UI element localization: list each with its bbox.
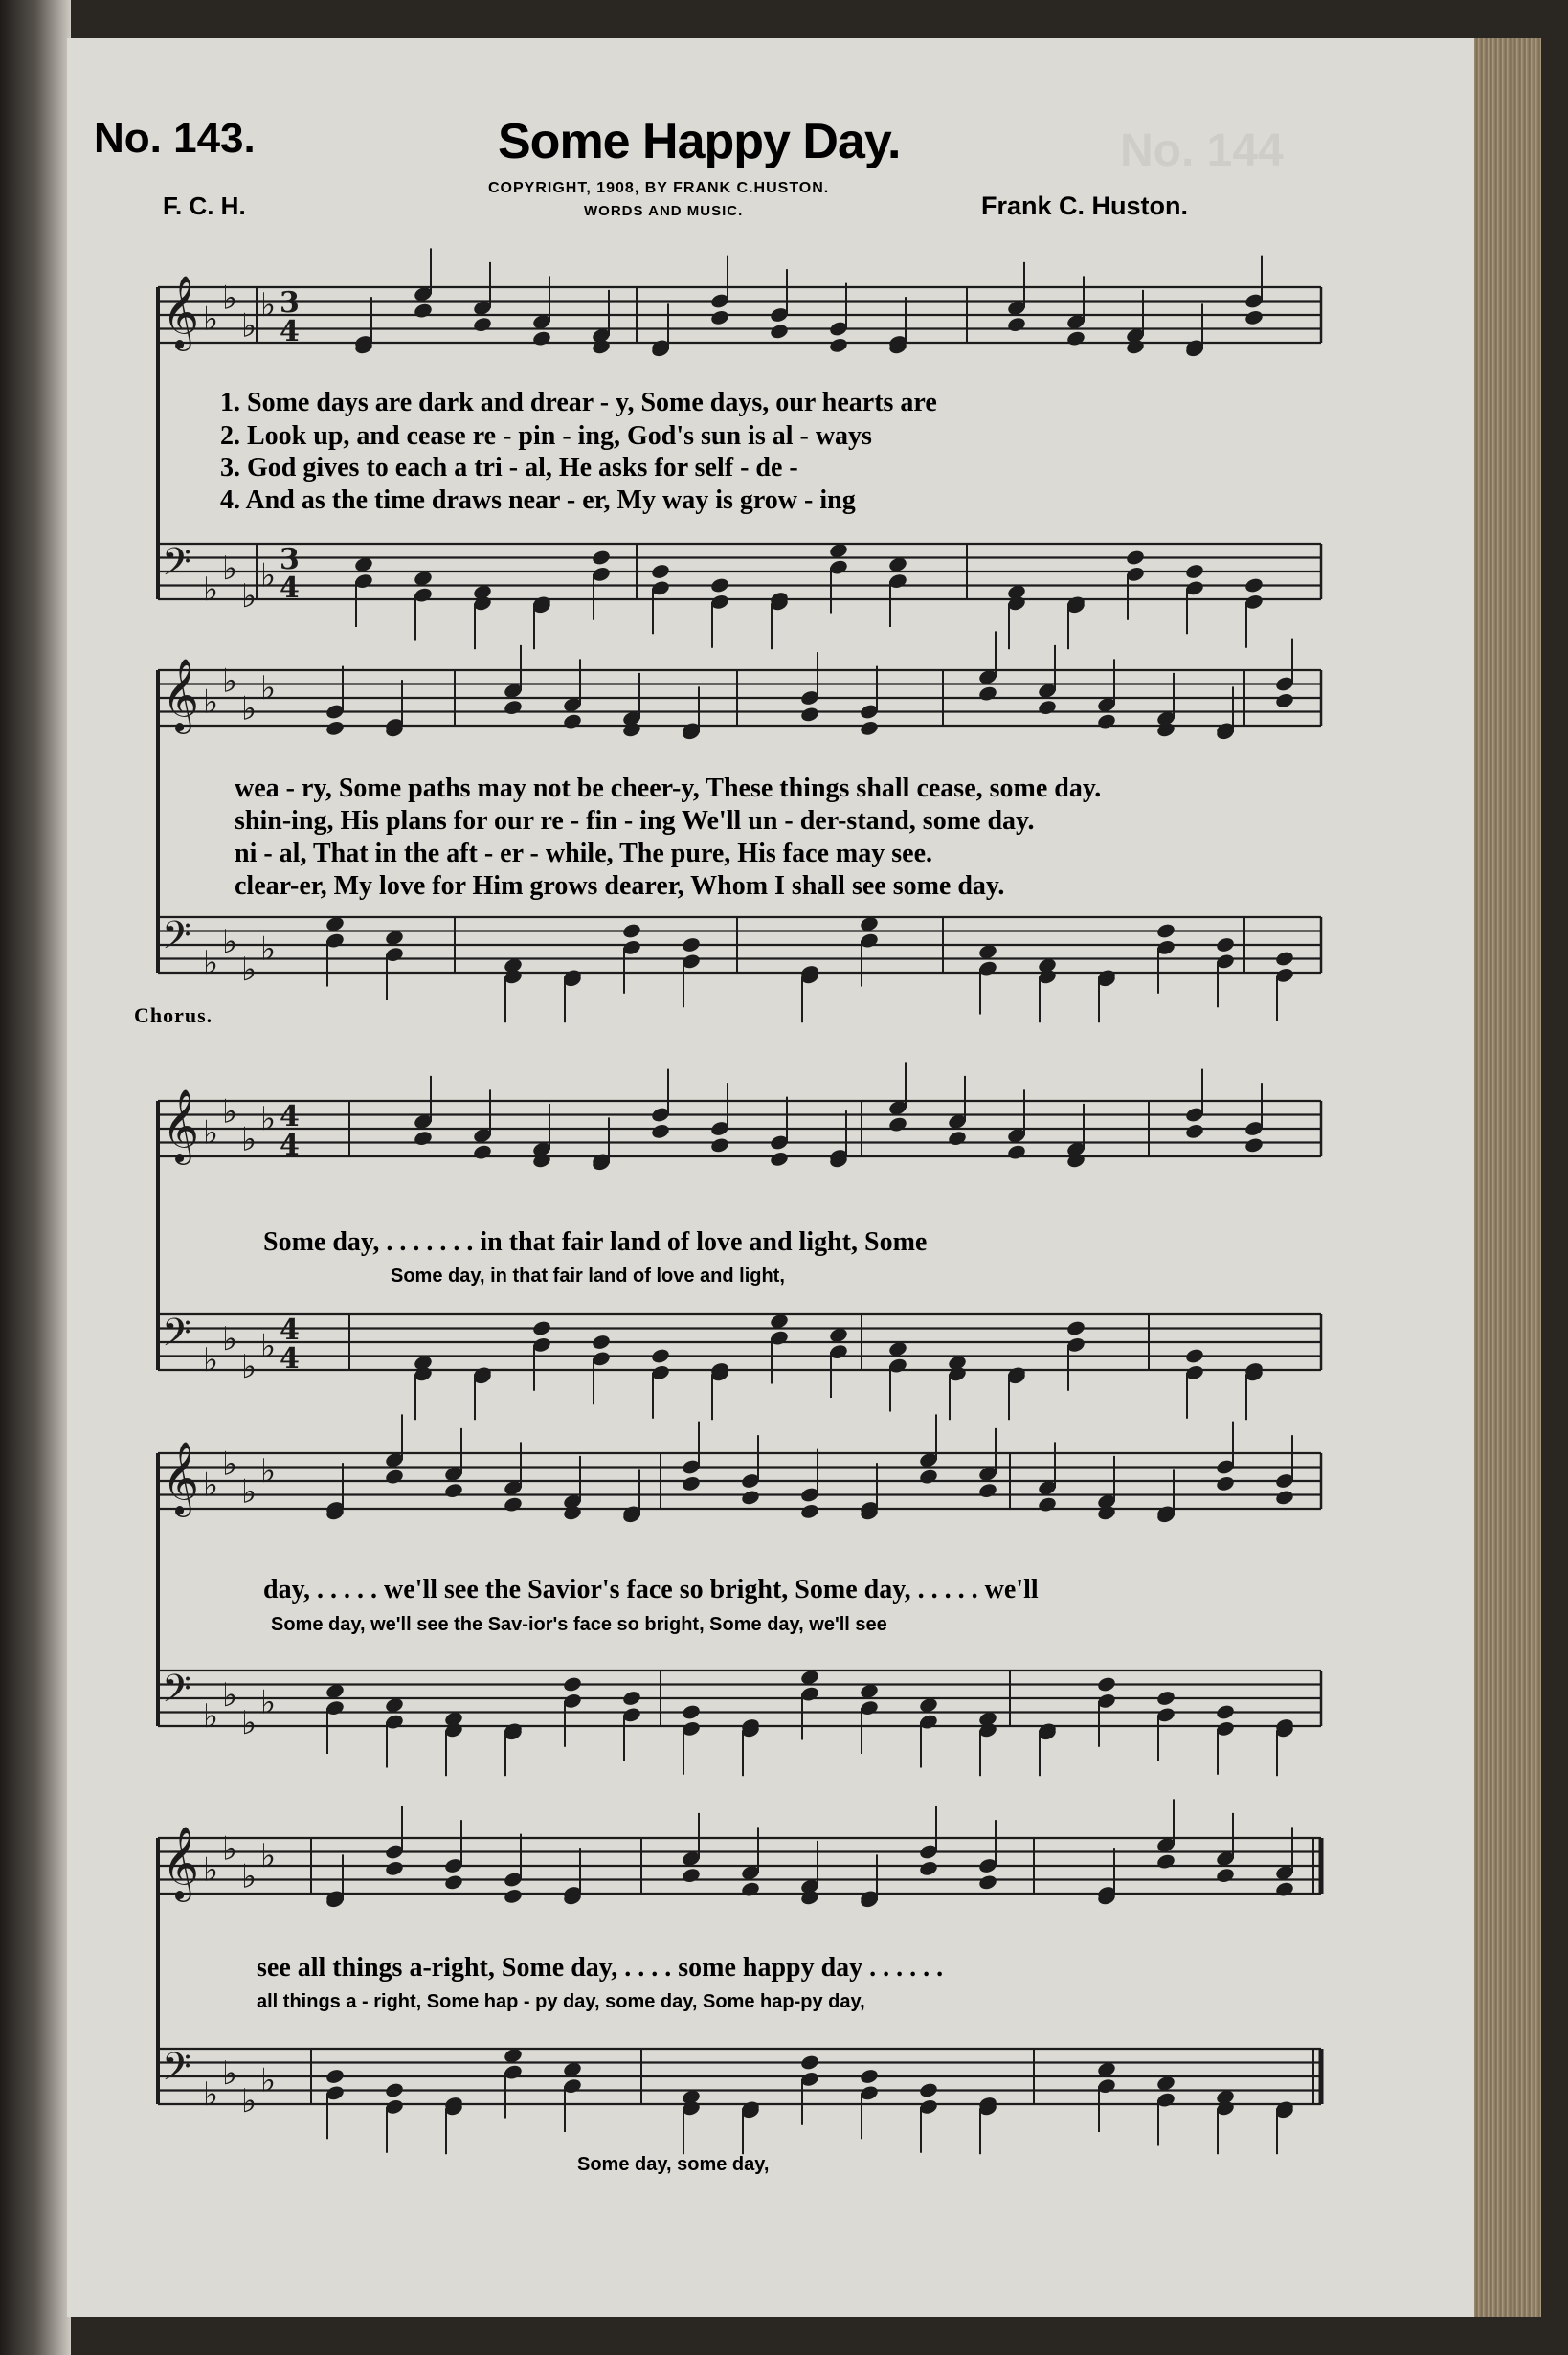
note-head — [384, 2081, 404, 2098]
flat-sign-icon: ♭ — [222, 662, 238, 701]
note-head — [531, 1319, 551, 1336]
flat-sign-icon: ♭ — [222, 550, 238, 588]
note-head — [769, 323, 789, 340]
flat-sign-icon: ♭ — [260, 1451, 277, 1491]
flat-sign-icon: ♭ — [241, 1704, 258, 1742]
treble-clef-icon: 𝄞 — [162, 1441, 200, 1514]
note-head — [1125, 549, 1145, 566]
treble-clef-icon: 𝄞 — [162, 1088, 200, 1162]
time-signature-top: 3 — [280, 543, 300, 576]
chorus-label: Chorus. — [134, 1003, 213, 1027]
treble-clef-icon: 𝄞 — [162, 658, 200, 731]
time-signature-top: 4 — [280, 1313, 300, 1347]
words-and-music-note: WORDS AND MUSIC. — [584, 203, 744, 219]
bass-clef-icon: 𝄢 — [162, 2045, 191, 2098]
note-head — [650, 1347, 670, 1364]
note-head — [1243, 576, 1264, 594]
time-signature-top: 4 — [280, 1100, 300, 1133]
note-head — [887, 1115, 907, 1133]
note-head — [1215, 936, 1235, 953]
flat-sign-icon: ♭ — [260, 285, 277, 325]
note-head — [503, 1888, 523, 1905]
flat-sign-icon: ♭ — [241, 1857, 258, 1896]
time-signature-bottom: 4 — [280, 572, 300, 605]
note-head — [562, 712, 582, 729]
note-head — [709, 576, 729, 594]
note-head — [1184, 1347, 1204, 1364]
flat-sign-icon: ♭ — [222, 1829, 238, 1869]
flat-sign-icon: ♭ — [260, 556, 277, 595]
lyricist: F. C. H. — [163, 191, 246, 220]
note-head — [621, 1690, 641, 1707]
note-head — [1274, 692, 1294, 709]
chorus-lyric: day, . . . . . we'll see the Savior's face so bright, Some day, . . . . . we'll — [263, 1575, 1039, 1604]
note-head — [1274, 950, 1294, 967]
bass-clef-icon: 𝄢 — [162, 540, 191, 594]
note-head — [562, 1504, 582, 1521]
note-head — [325, 2068, 345, 2085]
note-head — [1215, 1867, 1235, 1884]
note-head — [947, 1130, 967, 1147]
note-head — [681, 936, 701, 953]
verse-line: 2. Look up, and cease re - pin - ing, God's sun is al - ways — [220, 421, 872, 451]
flat-sign-icon: ♭ — [241, 951, 258, 989]
note-head — [384, 1468, 404, 1485]
note-head — [384, 1860, 404, 1877]
verse-line: ni - al, That in the aft - er - while, The pure, His face may see. — [235, 839, 932, 868]
verse-line: 3. God gives to each a tri - al, He asks for self - de - — [220, 453, 798, 482]
flat-sign-icon: ♭ — [241, 306, 258, 346]
copyright-notice: COPYRIGHT, 1908, BY FRANK C.HUSTON. — [488, 180, 830, 196]
note-head — [1155, 721, 1176, 738]
note-head — [531, 329, 551, 347]
flat-sign-icon: ♭ — [203, 683, 219, 722]
note-head — [1037, 1495, 1057, 1513]
flat-sign-icon: ♭ — [260, 1327, 277, 1366]
flat-sign-icon: ♭ — [203, 570, 219, 609]
flat-sign-icon: ♭ — [241, 1472, 258, 1512]
time-signature-top: 3 — [280, 286, 300, 320]
note-head — [1215, 1703, 1235, 1720]
composer: Frank C. Huston. — [981, 191, 1189, 220]
flat-sign-icon: ♭ — [203, 300, 219, 339]
treble-clef-icon: 𝄞 — [162, 275, 200, 348]
note-head — [709, 309, 729, 326]
note-head — [977, 684, 997, 702]
verse-line: 4. And as the time draws near - er, My way is grow - ing — [220, 485, 856, 515]
flat-sign-icon: ♭ — [222, 1445, 238, 1484]
flat-sign-icon: ♭ — [241, 689, 258, 729]
note-head — [709, 1136, 729, 1154]
flat-sign-icon: ♭ — [241, 2082, 258, 2120]
time-signature-bottom: 4 — [280, 1129, 300, 1162]
note-head — [769, 1151, 789, 1168]
note-head — [1155, 1690, 1176, 1707]
note-head — [443, 1873, 463, 1891]
note-head — [799, 2053, 819, 2071]
bass-clef-icon: 𝄢 — [162, 913, 191, 967]
hymn-number: No. 143. — [94, 115, 256, 162]
flat-sign-icon: ♭ — [260, 1836, 277, 1875]
flat-sign-icon: ♭ — [222, 1676, 238, 1715]
note-head — [472, 316, 492, 333]
note-head — [1215, 1475, 1235, 1492]
flat-sign-icon: ♭ — [222, 2054, 238, 2093]
note-head — [1065, 329, 1086, 347]
verse-line: clear-er, My love for Him grows dearer, Whom I shall see some day. — [235, 871, 1005, 901]
note-head — [828, 337, 848, 354]
note-head — [1006, 316, 1026, 333]
flat-sign-icon: ♭ — [260, 1683, 277, 1722]
note-head — [472, 1143, 492, 1160]
flat-sign-icon: ♭ — [203, 1340, 219, 1379]
note-head — [1184, 1123, 1204, 1140]
note-head — [1096, 712, 1116, 729]
flat-sign-icon: ♭ — [222, 279, 238, 318]
bass-lyric: Some day, some day, — [577, 2154, 770, 2175]
chorus-lyric: see all things a-right, Some day, . . . . some happy day . . . . . . — [257, 1953, 944, 1983]
flat-sign-icon: ♭ — [241, 1348, 258, 1386]
note-head — [591, 1334, 611, 1351]
chorus-lyric: Some day, . . . . . . . in that fair land of love and light, Some — [263, 1227, 928, 1257]
flat-sign-icon: ♭ — [203, 1466, 219, 1505]
bass-clef-icon: 𝄢 — [162, 1667, 191, 1720]
flat-sign-icon: ♭ — [222, 923, 238, 961]
flat-sign-icon: ♭ — [222, 1092, 238, 1132]
bleed-through-text: No. 144 — [1120, 125, 1284, 176]
flat-sign-icon: ♭ — [241, 577, 258, 616]
note-head — [591, 338, 611, 355]
verse-line: shin-ing, His plans for our re - fin - ing We'll un - der-stand, some day. — [235, 806, 1035, 836]
flat-sign-icon: ♭ — [203, 1850, 219, 1890]
note-head — [621, 721, 641, 738]
note-head — [1274, 1489, 1294, 1506]
note-head — [977, 1482, 997, 1499]
treble-clef-icon: 𝄞 — [162, 1826, 200, 1899]
note-head — [1037, 699, 1057, 716]
note-head — [1184, 563, 1204, 580]
flat-sign-icon: ♭ — [203, 2075, 219, 2114]
note-head — [740, 1489, 760, 1506]
note-head — [621, 922, 641, 939]
note-head — [413, 1130, 433, 1147]
note-head — [799, 706, 819, 723]
alto-lyric: Some day, in that fair land of love and light, — [391, 1266, 785, 1287]
flat-sign-icon: ♭ — [260, 930, 277, 969]
time-signature-bottom: 4 — [280, 1342, 300, 1376]
note-head — [562, 1675, 582, 1693]
note-head — [799, 1503, 819, 1520]
note-head — [1243, 1136, 1264, 1154]
note-head — [1096, 1504, 1116, 1521]
note-head — [977, 1873, 997, 1891]
note-head — [740, 1880, 760, 1897]
alto-lyric: Some day, we'll see the Sav-ior's face so bright, Some day, we'll see — [271, 1614, 887, 1635]
note-head — [859, 2068, 879, 2085]
note-head — [681, 1703, 701, 1720]
flat-sign-icon: ♭ — [260, 1099, 277, 1138]
note-head — [650, 563, 670, 580]
note-head — [681, 1867, 701, 1884]
note-head — [650, 1123, 670, 1140]
note-head — [1006, 1143, 1026, 1160]
hymn-title: Some Happy Day. — [498, 114, 901, 169]
flat-sign-icon: ♭ — [222, 1320, 238, 1358]
note-head — [443, 1482, 463, 1499]
note-head — [413, 302, 433, 319]
note-head — [1065, 1319, 1086, 1336]
note-head — [681, 1475, 701, 1492]
note-head — [918, 2081, 938, 2098]
flat-sign-icon: ♭ — [241, 1120, 258, 1159]
note-head — [503, 1495, 523, 1513]
flat-sign-icon: ♭ — [203, 943, 219, 982]
note-head — [531, 1152, 551, 1169]
time-signature-bottom: 4 — [280, 315, 300, 348]
note-head — [1243, 309, 1264, 326]
note-head — [1155, 922, 1176, 939]
flat-sign-icon: ♭ — [203, 1113, 219, 1153]
note-head — [325, 720, 345, 737]
note-head — [1274, 1880, 1294, 1897]
flat-sign-icon: ♭ — [260, 668, 277, 707]
note-head — [1155, 1852, 1176, 1870]
note-head — [591, 549, 611, 566]
verse-line: wea - ry, Some paths may not be cheer-y, These things shall cease, some day. — [235, 774, 1102, 803]
bass-clef-icon: 𝄢 — [162, 1311, 191, 1364]
note-head — [859, 720, 879, 737]
note-head — [1096, 1675, 1116, 1693]
note-head — [799, 1889, 819, 1906]
alto-lyric: all things a - right, Some hap - py day, some day, Some hap-py day, — [257, 1991, 865, 2012]
flat-sign-icon: ♭ — [260, 2061, 277, 2100]
note-head — [918, 1860, 938, 1877]
note-head — [1065, 1152, 1086, 1169]
flat-sign-icon: ♭ — [203, 1696, 219, 1736]
note-head — [918, 1468, 938, 1485]
note-head — [503, 699, 523, 716]
note-head — [1125, 338, 1145, 355]
verse-line: 1. Some days are dark and drear - y, Some days, our hearts are — [220, 388, 937, 417]
